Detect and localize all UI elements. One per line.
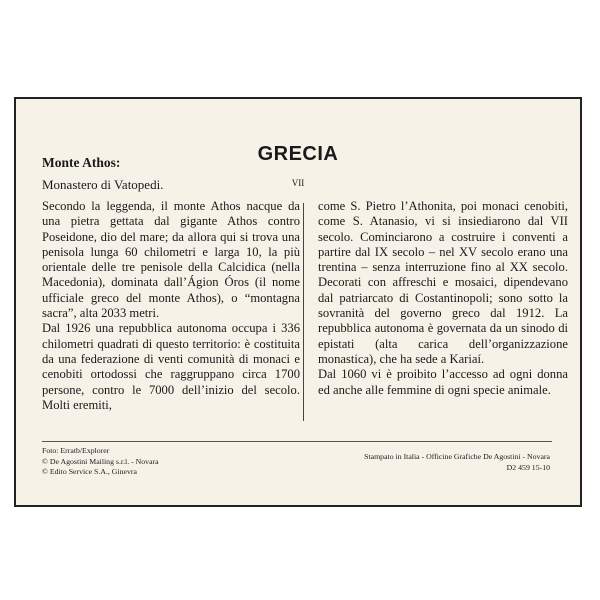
footer-rule [42,441,552,442]
credit-line: © De Agostini Mailing s.r.l. - Novara [42,456,159,466]
card-subject: Monte Athos: [42,155,121,170]
text-column-right [318,199,568,398]
credit-line: Foto: Erratb/Explorer [42,446,110,455]
print-code: D2 459 15-10 [506,462,550,472]
card-number: VII [291,178,305,188]
print-info [364,452,550,473]
paragraph: Dal 1060 vi è proibito l’accesso ad ogni donna ed anche alle femmine di ogni specie animale. [318,367,568,397]
paragraph: come S. Pietro l’Athonita, poi monaci cenobiti, come S. Atanasio, vi si insiediarono dal VII secolo. Cominciarono a costruire i conventi a partire dal IX secolo – nel XV secolo erano una trentina – senza interruzione fino al XX secolo. Decorati con affreschi e mosaici, dipendevano dal patriarcato di Costantinopoli; sono sotto la sovranità del governo greco dal 1912. La repubblica autonoma è governata da un sinodo di epistati (alta carica dell’organizzazione monastica), che ha sede a Kariaí. [318,199,568,366]
postcard-back [14,97,582,507]
paragraph: Dal 1926 una repubblica autonoma occupa i 336 chilometri quadrati di questo territorio: è costituita da una federazione di venti comunità di monaci e cenobiti ortodossi che raggruppano circa 1700 persone, contro le 7000 dell’inizio del secolo. Molti eremiti, [42,321,300,412]
paragraph: Secondo la leggenda, il monte Athos nacque da una pietra gettata dal gigante Athos contro Poseidone, dio del mare; da allora qui si trova una penisola lunga 60 chilometri e larga 10, la più orientale delle tre penisole della Calcidica (nella Macedonia), dominata dall’Ágion Óros (il nome ufficiale greco del monte Athos), o “montagna sacra”, alta 2033 metri. [42,199,300,321]
card-title: GRECIA [257,143,339,165]
text-column-left [42,199,300,413]
column-divider [303,203,304,421]
print-line: Stampato in Italia - Officine Grafiche De Agostini - Novara [364,452,550,461]
credit-line: © Edito Service S.A., Ginevra [42,467,137,476]
card-subtitle: Monastero di Vatopedi. [42,177,164,192]
photo-credits [42,446,159,478]
